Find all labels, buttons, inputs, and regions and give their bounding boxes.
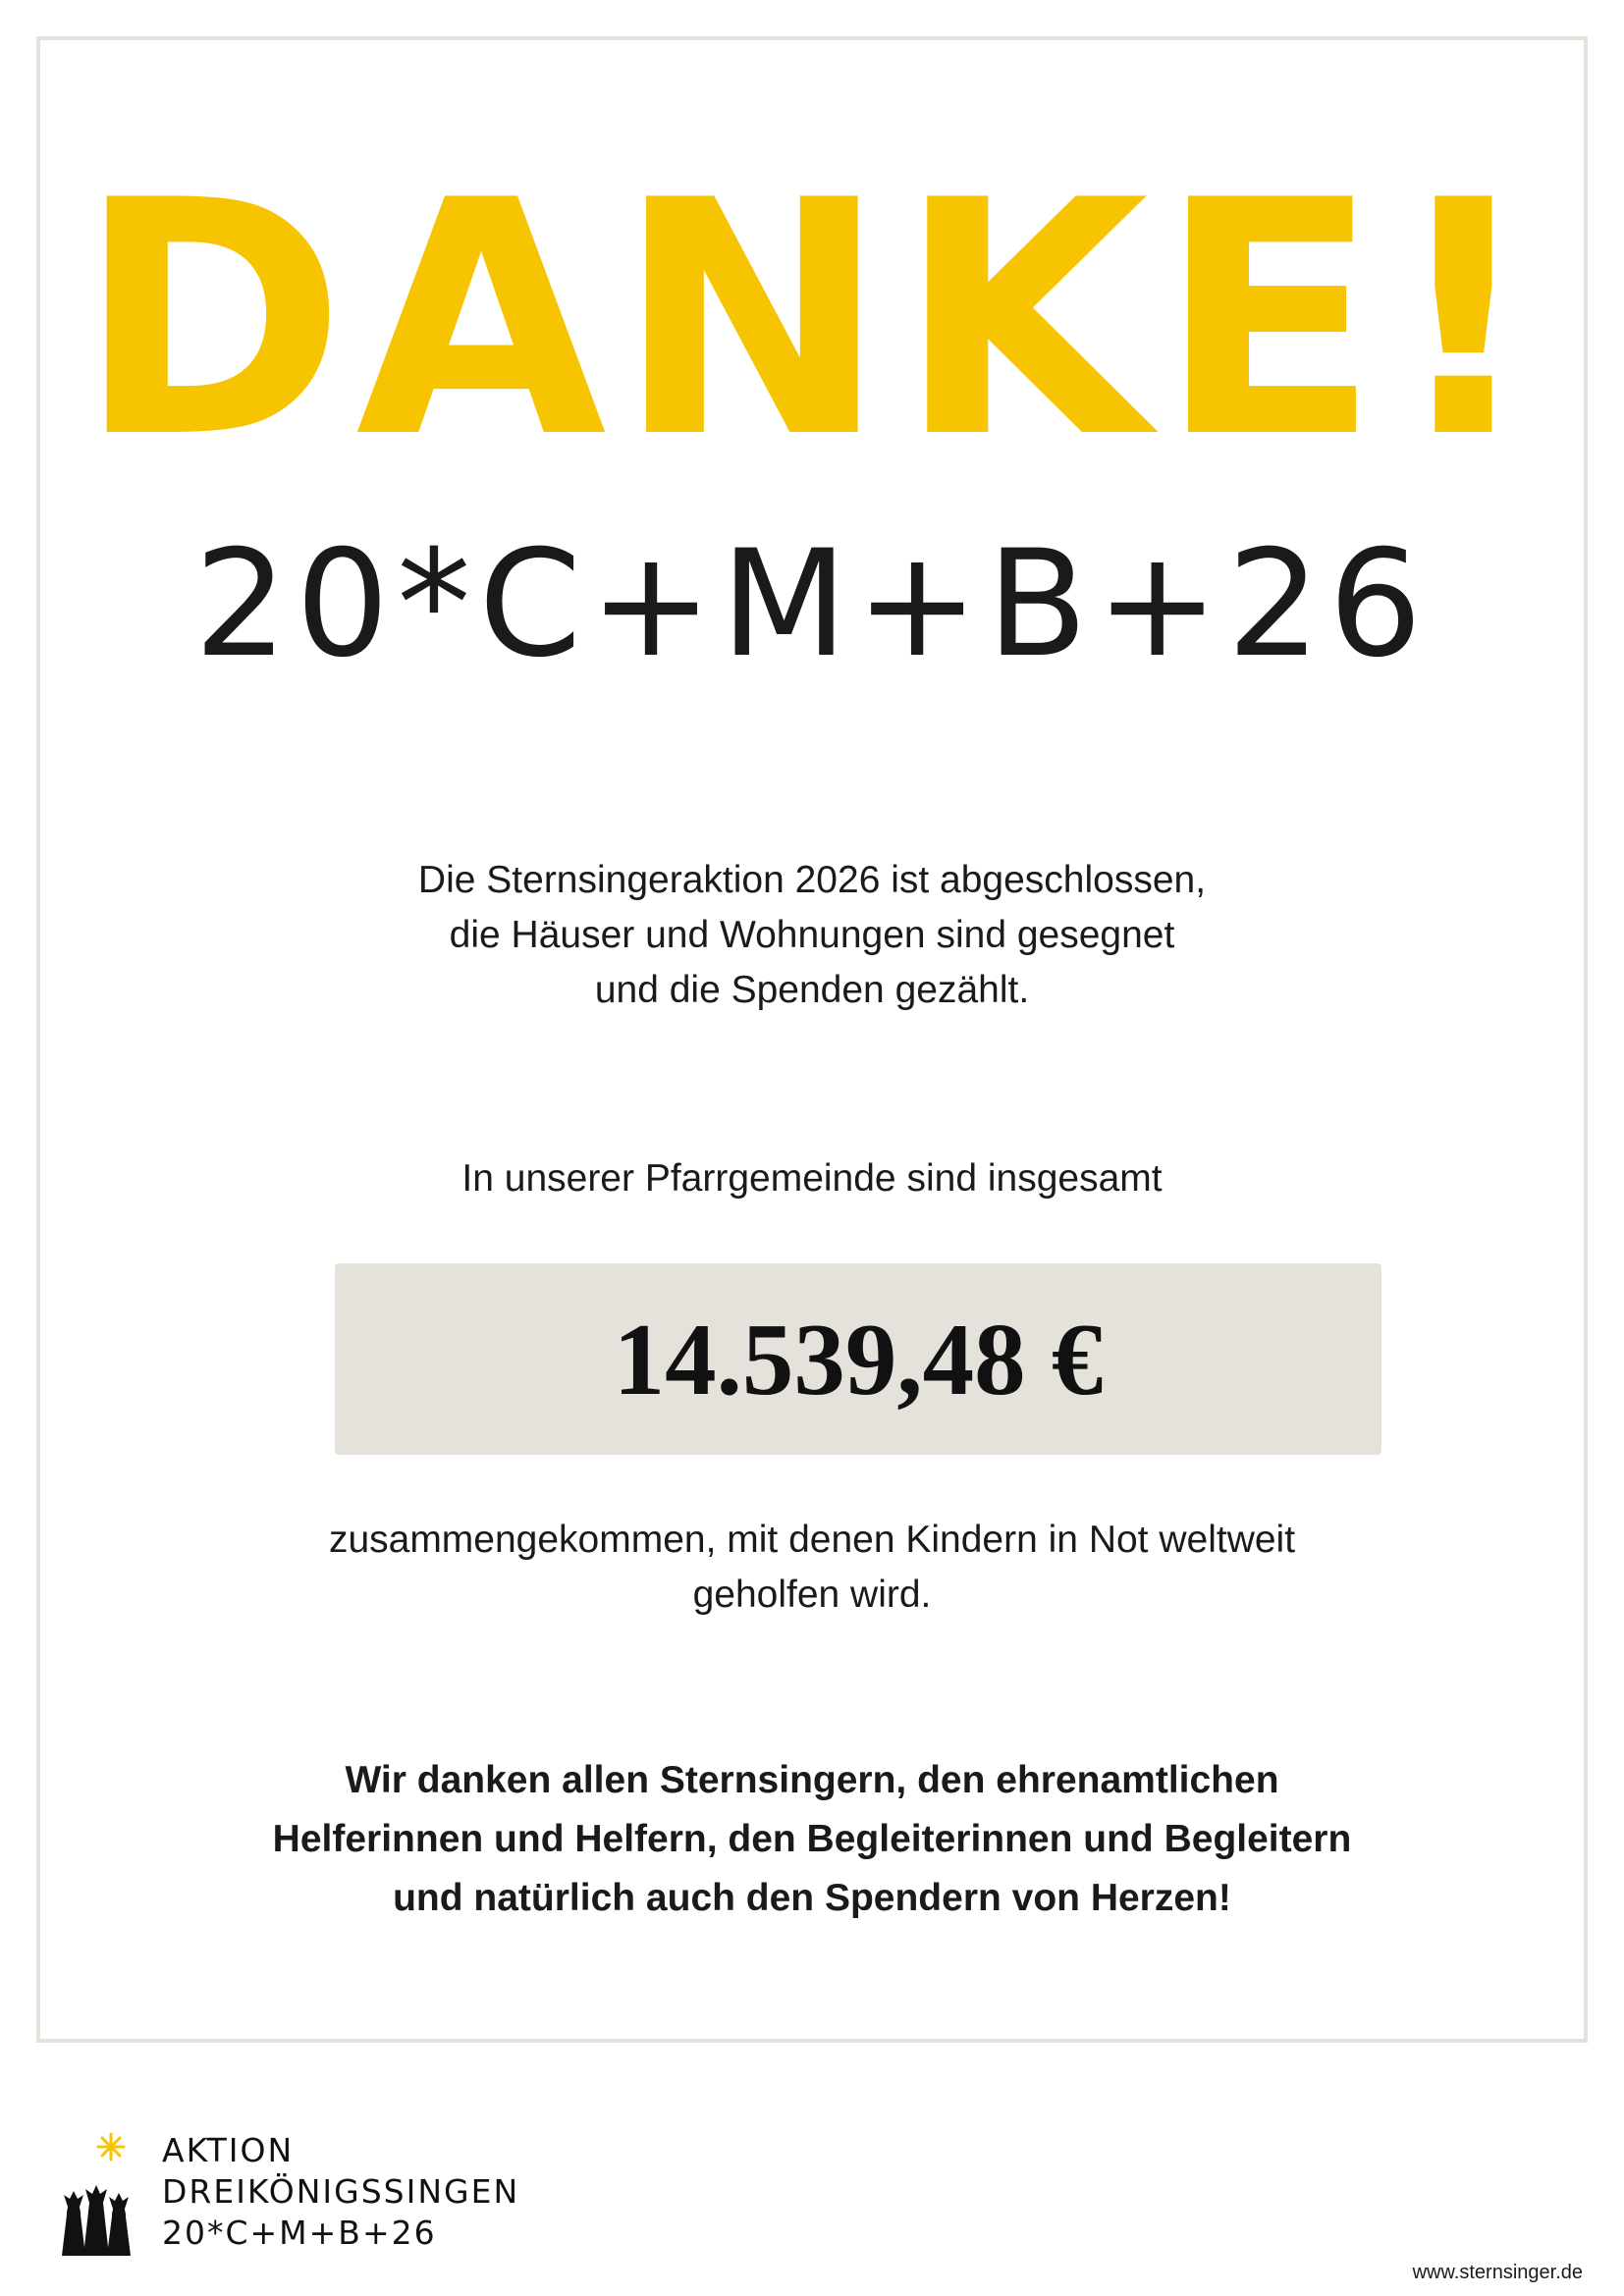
three-kings-star-icon xyxy=(54,2130,152,2258)
intro-paragraph xyxy=(40,853,1584,1018)
intro-line: die Häuser und Wohnungen sind gesegnet xyxy=(449,914,1175,956)
logo-line: DREIKÖNIGSSINGEN xyxy=(162,2172,520,2211)
heading: DANKE! xyxy=(77,132,1547,508)
intro-line: und die Spenden gezählt. xyxy=(594,969,1030,1011)
donation-amount: 14.539,48 € xyxy=(613,1302,1104,1416)
after-line: zusammengekommen, mit denen Kindern in Not weltweit xyxy=(328,1519,1296,1561)
thanks-line: Helferinnen und Helfern, den Begleiterinnen und Begleitern xyxy=(272,1818,1352,1860)
poster-frame xyxy=(36,36,1588,2043)
website-link[interactable]: www.sternsinger.de xyxy=(1412,2262,1583,2283)
thanks-line: Wir danken allen Sternsingern, den ehrenamtlichen xyxy=(345,1759,1279,1801)
logo-line: AKTION xyxy=(162,2131,295,2169)
lead-text: In unserer Pfarrgemeinde sind insgesamt xyxy=(461,1157,1163,1200)
thanks-line: und natürlich auch den Spendern von Herzen! xyxy=(393,1877,1231,1919)
blessing-formula: 20*C+M+B+26 xyxy=(193,519,1431,690)
aktion-logo xyxy=(54,2130,520,2258)
after-paragraph xyxy=(40,1513,1584,1623)
thanks-paragraph xyxy=(40,1751,1584,1928)
amount-box xyxy=(335,1263,1381,1455)
logo-wordmark xyxy=(162,2130,519,2254)
logo-line: 20*C+M+B+26 xyxy=(162,2214,437,2252)
intro-line: Die Sternsingeraktion 2026 ist abgeschlossen, xyxy=(417,859,1207,901)
after-line: geholfen wird. xyxy=(692,1574,932,1616)
